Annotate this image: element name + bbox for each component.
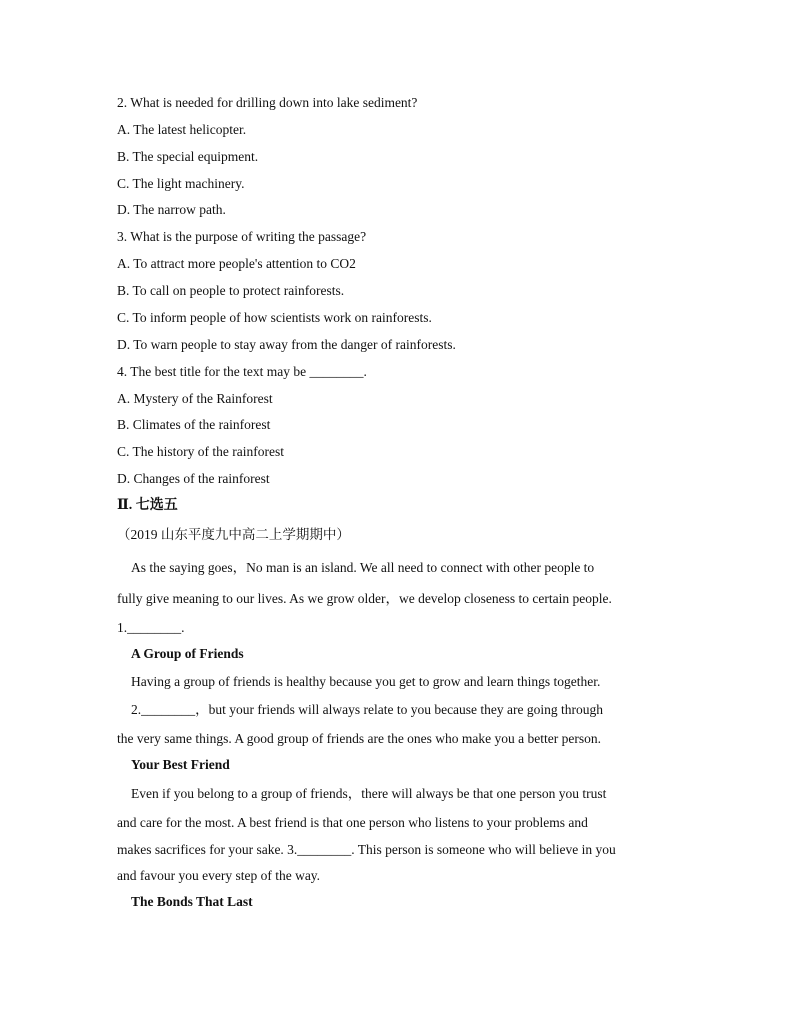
section-source: （2019 山东平度九中高二上学期期中） [117,527,350,542]
q2-option-a: A. The latest helicopter. [117,122,247,137]
q2-option-c: C. The light machinery. [117,176,245,191]
best-friend-line-2: and care for the most. A best friend is that one person who listens to your problems and [117,815,588,830]
q3-option-d: D. To warn people to stay away from the danger of rainforests. [117,337,456,352]
best-friend-line-4: and favour you every step of the way. [117,868,321,883]
q4-option-d: D. Changes of the rainforest [117,471,270,486]
intro-line-2: fully give meaning to our lives. As we grow older，we develop closeness to certain people. [117,591,612,606]
group-line-3: the very same things. A good group of friends are the ones who make you a better person. [117,731,602,746]
q2-option-d: D. The narrow path. [117,202,226,217]
group-line-1: Having a group of friends is healthy because you get to grow and learn things together. [131,674,601,689]
subheading-best-friend: Your Best Friend [131,757,230,772]
q3-option-c: C. To inform people of how scientists work on rainforests. [117,310,432,325]
q3-option-a: A. To attract more people's attention to CO2 [117,256,356,271]
intro-line-1: As the saying goes，No man is an island. We all need to connect with other people to [131,560,595,575]
section-heading: Ⅱ. 七选五 [117,498,178,513]
q4-option-b: B. Climates of the rainforest [117,417,271,432]
group-line-2: 2.________，but your friends will always relate to you because they are going through [131,702,604,717]
question-3: 3. What is the purpose of writing the passage? [117,229,367,244]
subheading-group-of-friends: A Group of Friends [131,646,244,661]
q4-option-c: C. The history of the rainforest [117,444,284,459]
blank-1: 1.________. [117,620,185,635]
question-2: 2. What is needed for drilling down into lake sediment? [117,95,418,110]
subheading-bonds-that-last: The Bonds That Last [131,894,253,909]
best-friend-line-3: makes sacrifices for your sake. 3.________. This person is someone who will believe in you [117,842,616,857]
question-4: 4. The best title for the text may be ________. [117,364,367,379]
q3-option-b: B. To call on people to protect rainforests. [117,283,345,298]
q4-option-a: A. Mystery of the Rainforest [117,391,273,406]
q2-option-b: B. The special equipment. [117,149,259,164]
best-friend-line-1: Even if you belong to a group of friends，there will always be that one person you trust [131,786,607,801]
